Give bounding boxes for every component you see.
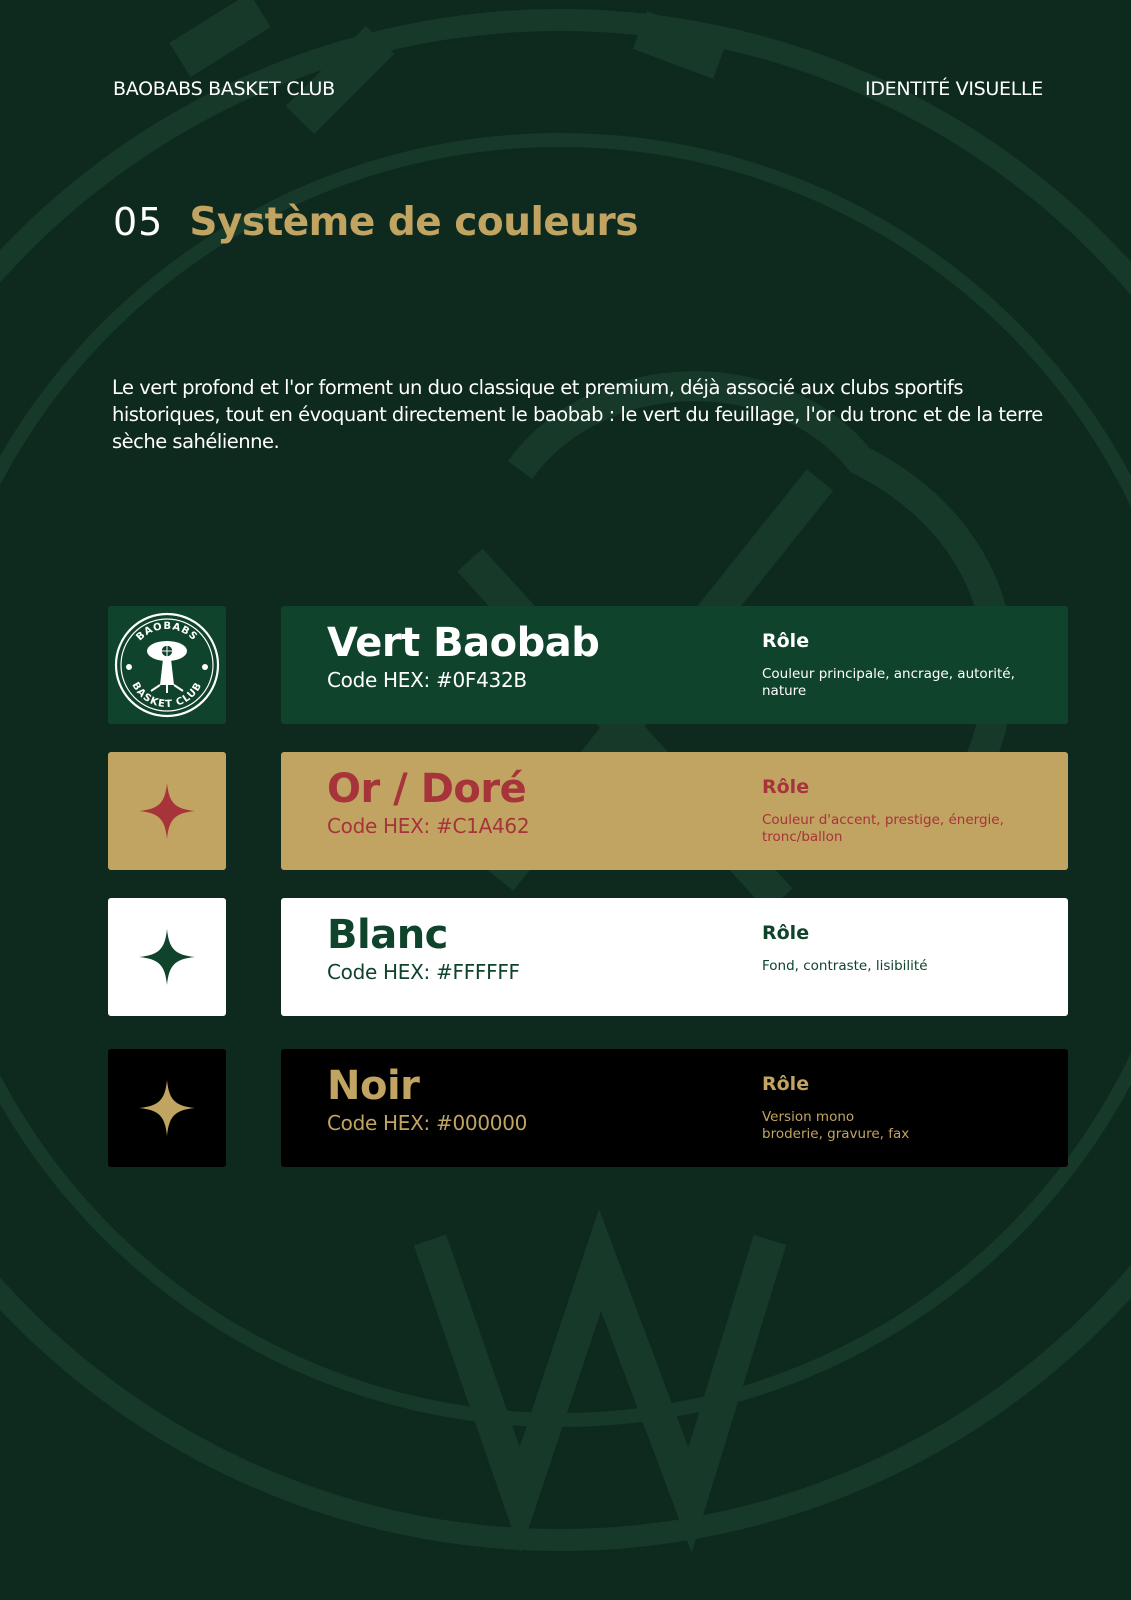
color-row-vert-baobab <box>108 606 1068 724</box>
color-card <box>281 752 1068 870</box>
role-text: Version mono broderie, gravure, fax <box>762 1109 910 1142</box>
sparkle-icon <box>137 781 197 841</box>
role-text: Fond, contraste, lisibilité <box>762 958 928 974</box>
color-name: Or / Doré <box>327 766 527 812</box>
color-name: Vert Baobab <box>327 620 600 666</box>
swatch-icon-tile <box>108 898 226 1016</box>
role-title: Rôle <box>762 630 810 652</box>
color-hex: Code HEX: #000000 <box>327 1111 528 1135</box>
color-row-blanc <box>108 898 1068 1016</box>
section-title: Système de couleurs <box>189 200 638 245</box>
color-card <box>281 606 1068 724</box>
role-text: Couleur d'accent, prestige, énergie, tronc/ballon <box>762 812 1004 845</box>
color-card <box>281 898 1068 1016</box>
color-row-noir <box>108 1049 1068 1167</box>
swatch-icon-tile <box>108 1049 226 1167</box>
intro-paragraph: Le vert profond et l'or forment un duo classique et premium, déjà associé aux clubs sportifs historiques, tout en évoquant directement le baobab : le vert du feuillage, l'or du tronc et de la terre sèche sahélienne. <box>112 375 1043 453</box>
swatch-icon-tile <box>108 606 226 724</box>
color-card <box>281 1049 1068 1167</box>
club-name: BAOBABS BASKET CLUB <box>113 78 335 100</box>
svg-text:BAOBABS <box>134 621 199 643</box>
section-number: 05 <box>113 200 164 244</box>
color-hex: Code HEX: #FFFFFF <box>327 960 520 984</box>
color-row-or-dore <box>108 752 1068 870</box>
logo-top-text: BAOBABS <box>134 620 200 644</box>
baobabs-logo-icon <box>113 611 221 719</box>
role-title: Rôle <box>762 776 810 798</box>
color-name: Blanc <box>327 912 448 958</box>
role-title: Rôle <box>762 922 810 944</box>
sparkle-icon <box>137 927 197 987</box>
color-name: Noir <box>327 1063 420 1109</box>
page-header <box>113 76 1043 102</box>
section-heading <box>113 200 638 245</box>
section-label: IDENTITÉ VISUELLE <box>865 78 1043 100</box>
role-title: Rôle <box>762 1073 810 1095</box>
color-hex: Code HEX: #C1A462 <box>327 814 530 838</box>
role-text: Couleur principale, ancrage, autorité, nature <box>762 666 1015 699</box>
color-hex: Code HEX: #0F432B <box>327 668 527 692</box>
swatch-icon-tile <box>108 752 226 870</box>
logo-bottom-text: BASKET CLUB <box>129 680 205 711</box>
sparkle-icon <box>137 1078 197 1138</box>
